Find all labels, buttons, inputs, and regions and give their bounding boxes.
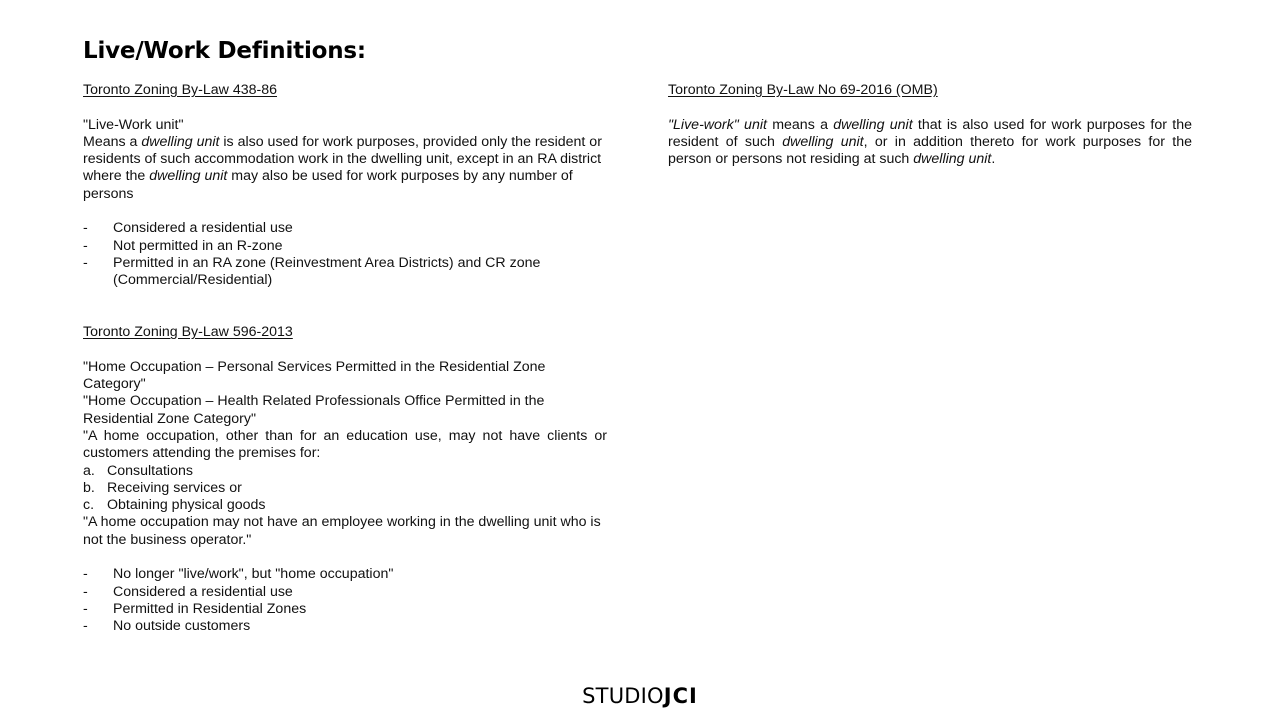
live-work-unit-term: "Live-Work unit" xyxy=(83,116,184,133)
bylaw-596-2013-bullets xyxy=(83,566,607,635)
list-item: - Not permitted in an R-zone xyxy=(83,237,283,254)
home-occupation-clients-rule: "A home occupation, other than for an education use, may not have clients or customers attending the premises for: xyxy=(83,427,607,462)
home-occupation-employee-rule: "A home occupation may not have an employee working in the dwelling unit who is not the business operator." xyxy=(83,514,601,548)
home-occupation-health-professionals: "Home Occupation – Health Related Professionals Office Permitted in the Residential Zone Category" xyxy=(83,393,545,427)
list-item: - Considered a residential use xyxy=(83,220,293,237)
right-column xyxy=(668,82,1192,168)
logo-studio-text: STUDIO xyxy=(582,684,664,708)
list-item: - No longer "live/work", but "home occupation" xyxy=(83,566,394,583)
logo-jci-text: JCI xyxy=(663,684,698,708)
left-column xyxy=(83,82,607,636)
list-item: - Permitted in Residential Zones xyxy=(83,600,307,617)
list-item: - Permitted in an RA zone (Reinvestment Area Districts) and CR zone (Commercial/Residential) xyxy=(83,254,541,289)
list-item: - No outside customers xyxy=(83,618,251,635)
bylaw-596-2013-heading: Toronto Zoning By-Law 596-2013 xyxy=(83,324,293,341)
bylaw-438-86-bullets xyxy=(83,220,607,289)
list-item: c. Obtaining physical goods xyxy=(83,497,266,514)
list-item: - Considered a residential use xyxy=(83,583,293,600)
page-title: Live/Work Definitions: xyxy=(83,38,366,64)
bylaw-438-86-heading: Toronto Zoning By-Law 438-86 xyxy=(83,82,278,98)
list-item: a. Consultations xyxy=(83,462,193,479)
bylaw-69-2016-heading: Toronto Zoning By-Law No 69-2016 (OMB) xyxy=(668,82,938,98)
studio-jci-logo xyxy=(0,683,1280,709)
clients-rule-list xyxy=(83,463,607,515)
list-item: b. Receiving services or xyxy=(83,479,242,496)
home-occupation-personal-services: "Home Occupation – Personal Services Permitted in the Residential Zone Category" xyxy=(83,358,546,393)
live-work-unit-omb-definition: "Live-work" unit means a dwelling unit that is also used for work purposes for the resident of such dwelling unit, or in addition thereto for work purposes for the person or persons not residing at such dwelling unit. xyxy=(668,116,1192,168)
live-work-unit-definition: Means a dwelling unit is also used for work purposes, provided only the resident or residents of such accommodation work in the dwelling unit, except in an RA district where the dwelling unit may also be used for work purposes by any number of persons xyxy=(83,133,602,202)
